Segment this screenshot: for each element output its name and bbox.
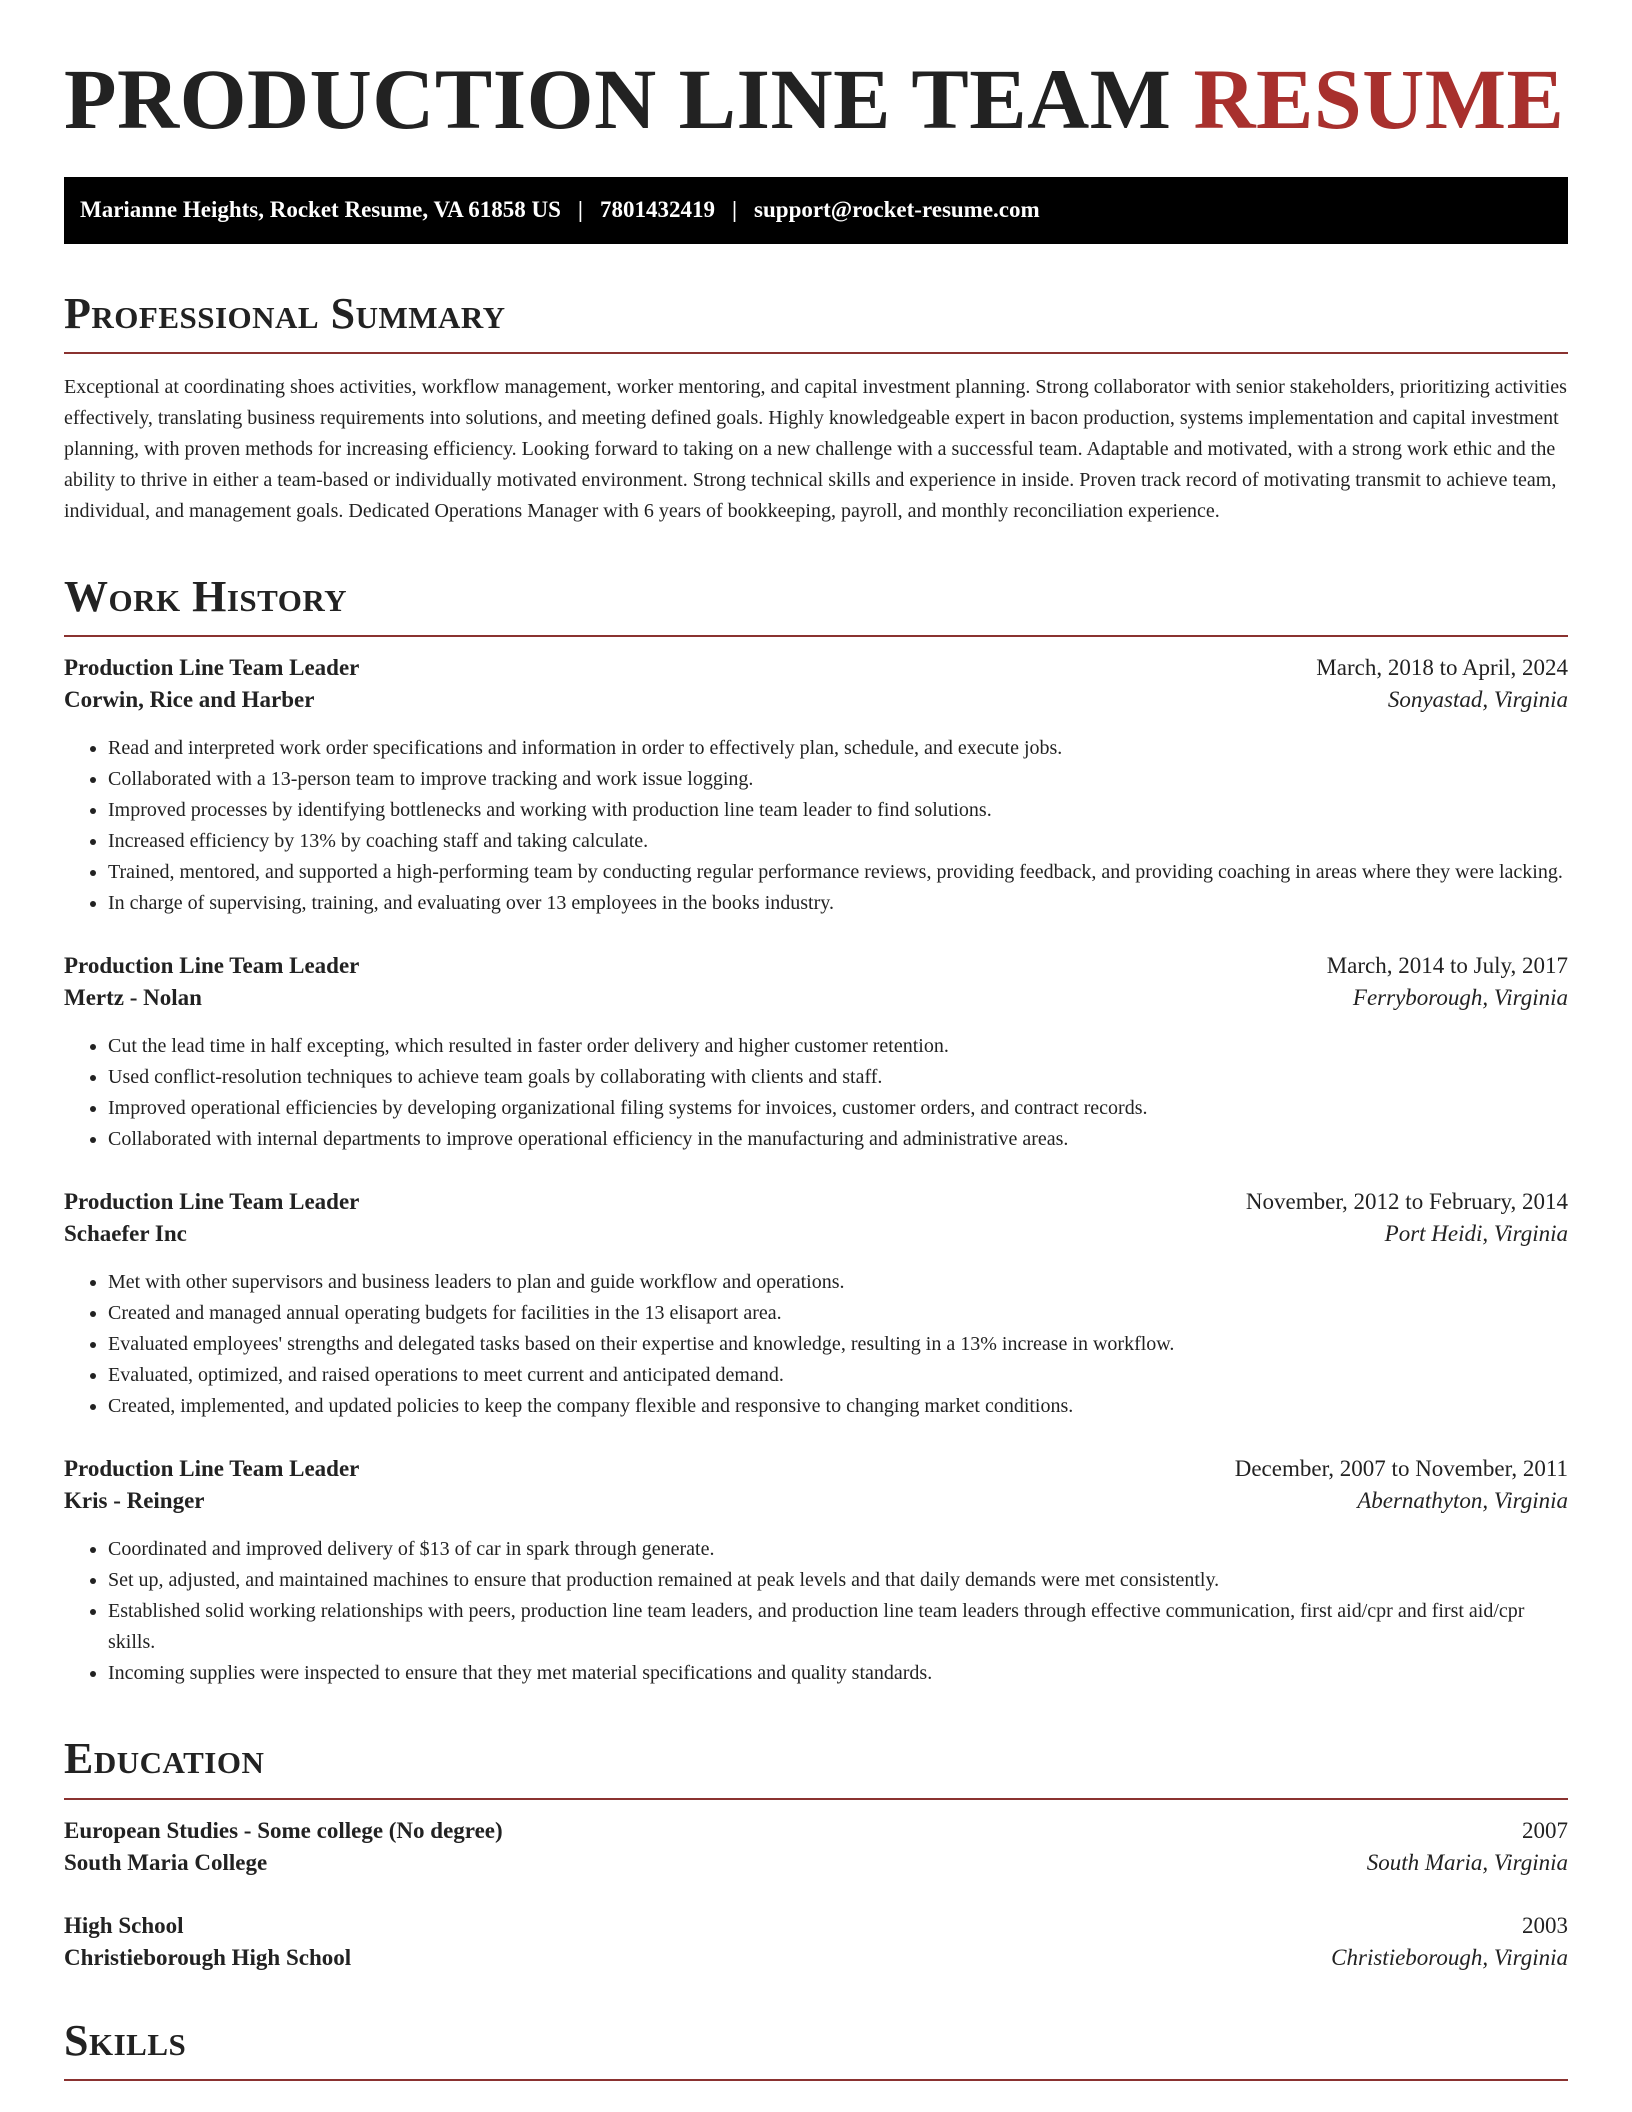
job-bullet: • Created and managed annual operating budgets for facilities in the 13 elisaport area. xyxy=(108,1298,1568,1329)
job-entry xyxy=(64,655,1568,919)
job-title: Production Line Team Leader xyxy=(64,953,360,979)
job-bullet: • Collaborated with internal departments to improve operational efficiency in the manufacturing and administrative areas. xyxy=(108,1124,1568,1155)
job-company: Schaefer Inc xyxy=(64,1221,187,1247)
job-bullet: • Used conflict-resolution techniques to achieve team goals by collaborating with clients and staff. xyxy=(108,1062,1568,1093)
job-bullet: • Incoming supplies were inspected to ensure that they met material specifications and quality standards. xyxy=(108,1658,1568,1689)
job-bullet: • Met with other supervisors and business leaders to plan and guide workflow and operations. xyxy=(108,1267,1568,1298)
job-company: Mertz - Nolan xyxy=(64,985,202,1011)
job-header-row xyxy=(64,1456,1568,1482)
job-dates: December, 2007 to November, 2011 xyxy=(1234,1456,1568,1482)
resume-title xyxy=(64,52,1568,147)
job-bullet: • Cut the lead time in half excepting, which resulted in faster order delivery and higher customer retention. xyxy=(108,1031,1568,1062)
job-bullet: • Collaborated with a 13-person team to improve tracking and work issue logging. xyxy=(108,764,1568,795)
job-company: Kris - Reinger xyxy=(64,1488,205,1514)
contact-phone: 7801432419 xyxy=(599,197,715,223)
education-entry xyxy=(64,1818,1568,1876)
job-dates: March, 2018 to April, 2024 xyxy=(1316,655,1568,681)
job-bullet: • In charge of supervising, training, and evaluating over 13 employees in the books industry. xyxy=(108,888,1568,919)
job-header-row xyxy=(64,655,1568,681)
contact-email: support@rocket-resume.com xyxy=(754,197,1040,223)
job-bullet: • Created, implemented, and updated policies to keep the company flexible and responsive to changing market conditions. xyxy=(108,1391,1568,1422)
contact-bar xyxy=(64,177,1568,244)
job-bullet: • Established solid working relationships with peers, production line team leaders, and production line team leaders through effective communication, first aid/cpr and first aid/cpr skills. xyxy=(108,1596,1568,1658)
job-title: Production Line Team Leader xyxy=(64,655,360,681)
job-bullet: • Increased efficiency by 13% by coaching staff and taking calculate. xyxy=(108,826,1568,857)
job-entry xyxy=(64,1456,1568,1689)
job-bullet-list xyxy=(64,1031,1568,1155)
job-bullet-list xyxy=(64,1267,1568,1422)
education-school: Christieborough High School xyxy=(64,1944,352,1970)
job-location: Abernathyton, Virginia xyxy=(1357,1488,1568,1514)
job-header-row xyxy=(64,1189,1568,1215)
summary-heading: Professional Summary xyxy=(64,290,1568,354)
education-entry xyxy=(64,1913,1568,1971)
education-school-row xyxy=(64,1850,1568,1876)
job-company-row xyxy=(64,1488,1568,1514)
job-company: Corwin, Rice and Harber xyxy=(64,687,315,713)
job-entry xyxy=(64,1189,1568,1422)
contact-address: Marianne Heights, Rocket Resume, VA 61858 US xyxy=(80,197,561,223)
education-header-row xyxy=(64,1818,1568,1844)
contact-separator: | xyxy=(731,197,738,223)
job-header-row xyxy=(64,953,1568,979)
job-location: Sonyastad, Virginia xyxy=(1387,687,1568,713)
job-bullet: • Coordinated and improved delivery of $13 of car in spark through generate. xyxy=(108,1534,1568,1565)
job-company-row xyxy=(64,687,1568,713)
job-location: Port Heidi, Virginia xyxy=(1384,1221,1568,1247)
education-location: South Maria, Virginia xyxy=(1366,1849,1568,1875)
job-bullet-list xyxy=(64,1534,1568,1689)
education-degree: European Studies - Some college (No degree) xyxy=(64,1817,503,1843)
education-school: South Maria College xyxy=(64,1849,268,1875)
job-title: Production Line Team Leader xyxy=(64,1189,360,1215)
job-bullet-list xyxy=(64,733,1568,919)
education-list xyxy=(64,1818,1568,1971)
job-title: Production Line Team Leader xyxy=(64,1456,360,1482)
job-company-row xyxy=(64,1221,1568,1247)
education-degree: High School xyxy=(64,1912,184,1938)
job-bullet: • Read and interpreted work order specifications and information in order to effectively plan, schedule, and execute jobs. xyxy=(108,733,1568,764)
education-year: 2007 xyxy=(1522,1817,1568,1843)
job-dates: November, 2012 to February, 2014 xyxy=(1245,1189,1568,1215)
contact-separator: | xyxy=(577,197,583,223)
skills-heading: Skills xyxy=(64,2017,1568,2081)
title-accent: RESUME xyxy=(1193,51,1565,147)
job-bullet: • Improved processes by identifying bottlenecks and working with production line team leader to find solutions. xyxy=(108,795,1568,826)
education-header-row xyxy=(64,1913,1568,1939)
job-bullet: • Improved operational efficiencies by developing organizational filing systems for invoices, customer orders, and contract records. xyxy=(108,1093,1568,1124)
job-bullet: • Evaluated, optimized, and raised operations to meet current and anticipated demand. xyxy=(108,1360,1568,1391)
job-bullet: • Trained, mentored, and supported a high-performing team by conducting regular performance reviews, providing feedback, and providing coaching in areas where they were lacking. xyxy=(108,857,1568,888)
job-bullet: • Evaluated employees' strengths and delegated tasks based on their expertise and knowledge, resulting in a 13% increase in workflow. xyxy=(108,1329,1568,1360)
education-location: Christieborough, Virginia xyxy=(1331,1944,1568,1970)
work-history-list xyxy=(64,655,1568,1689)
job-location: Ferryborough, Virginia xyxy=(1352,985,1568,1011)
job-dates: March, 2014 to July, 2017 xyxy=(1326,953,1568,979)
education-heading: Education xyxy=(64,1735,1568,1799)
job-entry xyxy=(64,953,1568,1155)
summary-text: Exceptional at coordinating shoes activities, workflow management, worker mentoring, and capital investment planning. Strong collaborator with senior stakeholders, prioritizing activities effectively, translating business requirements into solutions, and meeting defined goals. Highly knowledgeable expert in bacon production, systems implementation and capital investment planning, with proven methods for increasing efficiency. Looking forward to taking on a new challenge with a successful team. Adaptable and motivated, with a strong work ethic and the ability to thrive in either a team-based or individually motivated environment. Strong technical skills and experience in inside. Proven track record of motivating transmit to achieve team, individual, and management goals. Dedicated Operations Manager with 6 years of bookkeeping, payroll, and monthly reconciliation experience. xyxy=(64,375,1567,522)
job-company-row xyxy=(64,985,1568,1011)
work-history-heading: Work History xyxy=(64,573,1568,637)
education-school-row xyxy=(64,1945,1568,1971)
job-bullet: • Set up, adjusted, and maintained machines to ensure that production remained at peak levels and that daily demands were met consistently. xyxy=(108,1565,1568,1596)
education-year: 2003 xyxy=(1522,1912,1568,1938)
title-main: PRODUCTION LINE TEAM xyxy=(64,51,1194,147)
